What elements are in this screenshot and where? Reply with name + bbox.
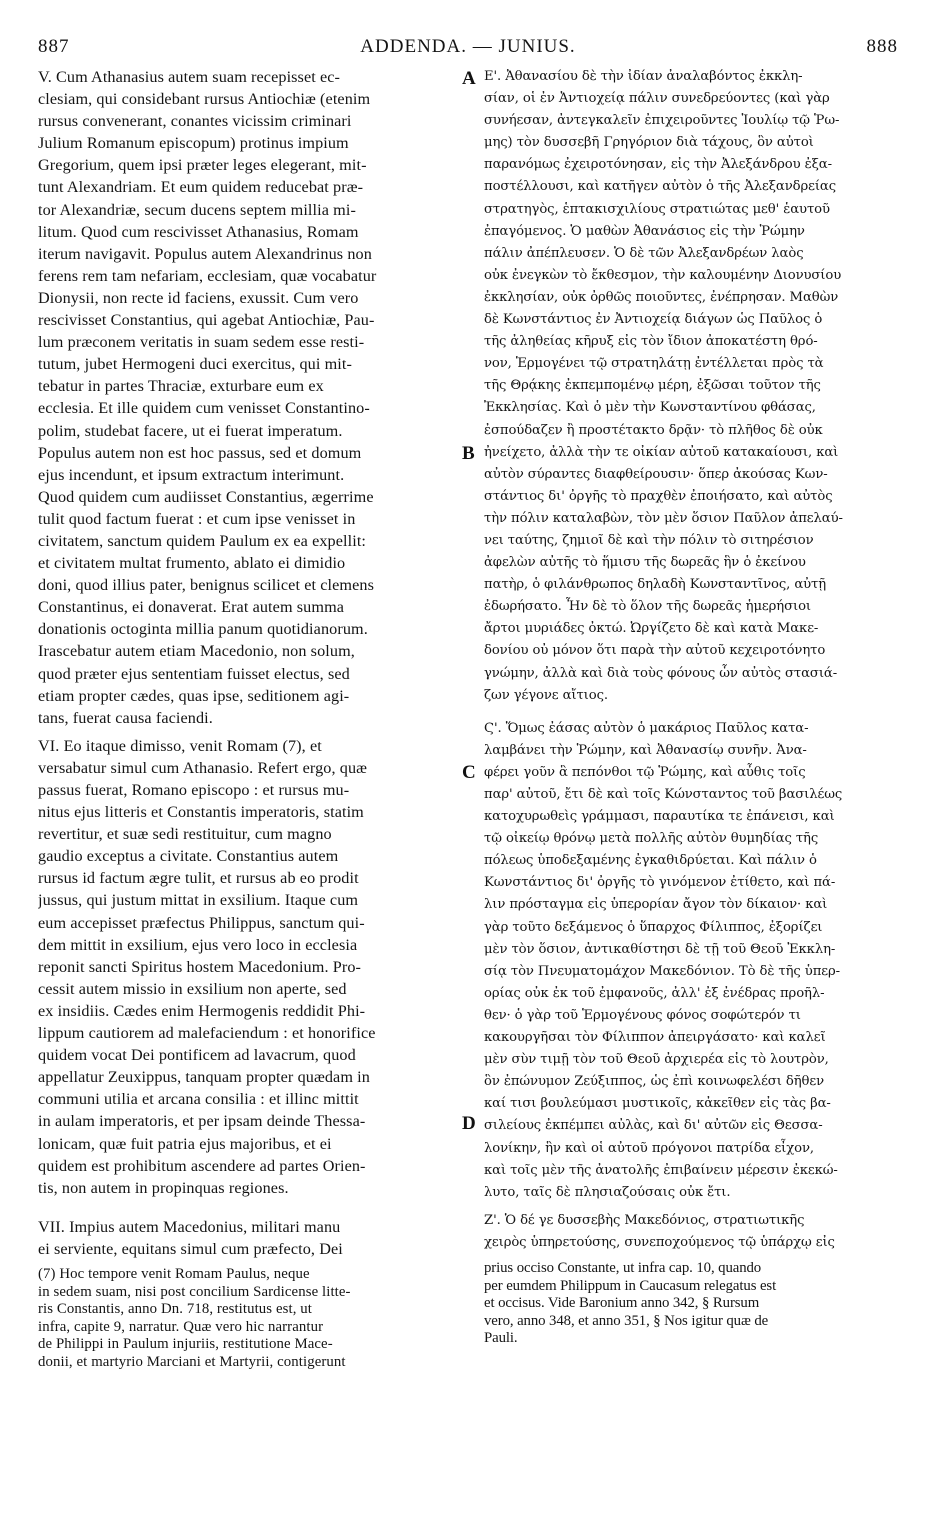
text-line: ἀφελὼν αὐτῆς τὸ ἥμισυ τῆς δωρεᾶς ἣν ὁ ἐκείνου xyxy=(484,555,806,571)
text-line: in aulam imperatoris, et per ipsam deinde Thessa- xyxy=(38,1112,366,1131)
text-line: δὲ Κωνστάντιος ἐν Ἀντιοχείᾳ διάγων ὡς Παῦλος ὁ xyxy=(484,312,823,328)
text-line: infra, capite 9, narratur. Quæ vero hic narrantur xyxy=(38,1318,324,1335)
text-line: τῆς ἀληθείας κῆρυξ εἰς τὸν ἴδιον ἀποκατέστη θρό- xyxy=(484,334,818,350)
text-line: ecclesia. Et ille quidem cum venisset Constantino- xyxy=(38,399,370,418)
text-line: tans, fuerat causa faciendi. xyxy=(38,708,213,727)
text-line: Ε'. Ἀθανασίου δὲ τὴν ἰδίαν ἀναλαβόντος ἐκκλη- xyxy=(484,69,803,84)
text-line: V. Cum Athanasius autem suam recepisset ec- xyxy=(38,68,341,86)
text-line: Constantinus, ei donaverat. Erat autem summa xyxy=(38,598,345,617)
text-line: Ζ'. Ὁ δέ γε δυσσεβὴς Μακεδόνιος, στρατιωτικῆς xyxy=(484,1212,805,1228)
text-line: τῆς Θρᾴκης ἐκπεμπομένῳ μέρη, ἐξῶσαι τοῦτον τῆς xyxy=(484,378,821,394)
text-line: passus fuerat, Romano episcopo : et rursus mu- xyxy=(38,781,350,799)
text-line: χειρὸς ὑπηρετούσης, συνεποχούμενος τῷ ὑπάρχῳ εἰς xyxy=(484,1234,835,1250)
text-line: jussus, qui justum mittat in exsilium. Itaque cum xyxy=(38,891,359,910)
text-line: Dionysii, non recte id faciens, exussit. Cum vero xyxy=(38,288,359,307)
greek-paragraph-z xyxy=(484,1210,898,1254)
text-line: θεν· ὁ γὰρ τοῦ Ἑρμογένους φόνος σοφώτερόν τι xyxy=(484,1007,801,1023)
text-line: λονίκην, ἣν καὶ οἱ αὐτοῦ πρόγονοι πατρίδα εἶχον, xyxy=(484,1140,814,1156)
text-line: κατοχυρωθεὶς γράμμασι, παραυτίκα τε ἐπάνεισι, καὶ xyxy=(484,809,835,825)
text-line: revertitur, et suæ sedi restituitur, cum magno xyxy=(38,825,332,844)
page-number-right: 888 xyxy=(866,36,898,57)
text-line: etiam propter cædes, quas ipse, seditionem agi- xyxy=(38,686,350,705)
running-header xyxy=(38,36,898,62)
greek-column xyxy=(484,66,898,1348)
text-line: Ϛ'. Ὅμως ἐάσας αὐτὸν ὁ μακάριος Παῦλος κατα- xyxy=(484,720,809,736)
text-line: Quod quidem cum audiisset Constantius, ægerrime xyxy=(38,487,374,506)
text-line: versabatur simul cum Athanasio. Refert ergo, quæ xyxy=(38,758,368,777)
text-line: κακουργῆσαι τὸν Φίλιππον ἀπειργάσατο· καὶ καλεῖ xyxy=(484,1030,826,1046)
text-line: στρατηγὸς, ἑπτακισχιλίους στρατιώτας μεθ' ἑαυτοῦ xyxy=(484,201,830,217)
text-line: καὶ τοῖς μὲν τῆς ἀνατολῆς ἐπιβαίνειν μέρεσιν ἐκεκώ- xyxy=(484,1162,838,1178)
text-line: dem mittit in exsilium, ejus vero loco in ecclesia xyxy=(38,935,358,954)
text-line: rursus id factum ægre tulit, et rursus ab eo prodit xyxy=(38,869,359,888)
text-line: καί τισι βουλεύμασι μυστικοῖς, κἀκεῖθεν εἰς τὰς βα- xyxy=(484,1096,831,1112)
text-line: ὃν ἐπώνυμον Ζεύξιππος, ὡς ἐπὶ κοινωφελέσι δῆθεν xyxy=(484,1074,824,1090)
text-line: Κωνστάντιος δι' ὀργῆς τὸ γινόμενον ἐτίθετο, καὶ πά- xyxy=(484,875,836,891)
margin-marker-a: A xyxy=(462,68,476,89)
text-line: τῷ οἰκείῳ θρόνῳ μετὰ πολλῆς αὐτὸν θυμηδίας τῆς xyxy=(484,831,819,847)
text-line: prius occiso Constante, ut infra cap. 10, quando xyxy=(484,1259,762,1276)
text-line: tutum, jubet Hermogeni duci exercitus, qui mit- xyxy=(38,355,352,374)
text-line: σίαν, οἱ ἐν Ἀντιοχείᾳ πάλιν συνεδρεύοντες (καὶ γὰρ xyxy=(484,91,830,107)
text-line: ποστέλλουσι, καὶ κατῆγεν αὐτὸν ὁ τῆς Ἀλεξανδρείας xyxy=(484,179,837,195)
text-line: quidem est prohibitum ascendere ad partes Orien- xyxy=(38,1156,366,1175)
text-line: λιν πρόσταγμα εἰς ὑπερορίαν ἄγον τὸν δίκαιον· καὶ xyxy=(484,897,828,913)
text-line: donationis octoginta millia panum quotidianorum. xyxy=(38,620,368,639)
text-line: tunt Alexandriam. Et eum quidem reducebat præ- xyxy=(38,178,364,197)
text-line: ἐκκλησίαν, οὐκ ὀρθῶς ποιοῦντες, ἐνέπρησαν. Μαθὼν xyxy=(484,289,839,305)
text-line: μὲν τὸν ὅσιον, ἀντικαθίστησι δὲ τῇ τοῦ Θεοῦ Ἐκκλη- xyxy=(484,941,836,957)
text-line: donii, et martyrio Marciani et Martyrii, contigerunt xyxy=(38,1353,346,1370)
text-line: rursus convenerant, conantes vicissim criminari xyxy=(38,112,352,131)
text-line: σίᾳ τὸν Πνευματομάχον Μακεδόνιον. Τὸ δὲ τῆς ὑπερ- xyxy=(484,963,841,979)
margin-marker-c: C xyxy=(462,762,476,783)
margin-marker-b: B xyxy=(462,443,475,464)
text-line: πατὴρ, ὁ φιλάνθρωπος δηλαδὴ Κωνσταντῖνος, αὐτῇ xyxy=(484,577,827,593)
text-line: ex insidiis. Cædes enim Hermogenis reddidit Phi- xyxy=(38,1001,366,1020)
text-line: ferens rem tam nefariam, ecclesiam, quæ vocabatur xyxy=(38,266,377,285)
text-line: (7) Hoc tempore venit Romam Paulus, neque xyxy=(38,1265,310,1282)
text-line: συνήεσαν, ἀντεγκαλεῖν ἐπιχειροῦντες Ἰουλίῳ τῷ Ῥω- xyxy=(484,113,840,129)
text-line: Populus autem non est hoc passus, sed et domum xyxy=(38,443,362,462)
text-line: οὐκ ἐνεγκὼν τὸ ἔκθεσμον, τὴν καλουμένην Διονυσίου xyxy=(484,267,842,283)
text-line: παρανόμως ἐχειροτόνησαν, εἰς τὴν Ἀλεξάνδρου ἐξα- xyxy=(484,157,832,173)
text-line: πόλεως ὑποδεξαμένης ἐγκαθιδρύεται. Καὶ πάλιν ὁ xyxy=(484,853,817,869)
text-line: πάλιν ἀπέπλευσεν. Ὁ δὲ τῶν Ἀλεξανδρέων λαὸς xyxy=(484,245,804,261)
text-line: reponit sancti Spiritus hostem Macedonium. Pro- xyxy=(38,957,362,976)
margin-marker-d: D xyxy=(462,1113,476,1134)
text-line: communi utilia et arcana consilia : et illinc mittit xyxy=(38,1090,359,1109)
text-line: litum. Quod cum rescivisset Athanasius, Romam xyxy=(38,222,359,241)
text-line: λαμβάνει τὴν Ῥώμην, καὶ Ἀθανασίῳ συνῆν. Ἀνα- xyxy=(484,742,807,758)
text-line: tis, non autem in propinquas regiones. xyxy=(38,1178,289,1197)
text-line: Ἐκκλησίας. Καὶ ὁ μὲν τὴν Κωνσταντίνου φθάσας, xyxy=(484,400,816,416)
text-line: lippum cautiorem ad malefaciendum : et honorifice xyxy=(38,1024,376,1043)
text-line: de Philippi in Paulum injuriis, restitutione Mace- xyxy=(38,1336,333,1353)
text-line: iterum navigavit. Populus autem Alexandrinus non xyxy=(38,244,372,263)
text-line: VI. Eo itaque dimisso, venit Romam (7), et xyxy=(38,736,322,755)
text-line: nitus ejus litteris et Constantis imperatoris, statim xyxy=(38,803,364,822)
text-line: Irascebatur autem etiam Macedonio, non solum, xyxy=(38,642,355,661)
text-line: polim, studebat facere, ut ei fuerat imperatum. xyxy=(38,421,343,440)
text-line: quidem vocat Dei pontificem ad lavacrum, quod xyxy=(38,1046,356,1065)
text-line: γὰρ τοῦτο δεξάμενος ὁ ὕπαρχος Φίλιππος, ἐξορίζει xyxy=(484,919,823,935)
text-line: clesiam, qui considebant rursus Antiochiæ (etenim xyxy=(38,90,371,109)
text-line: παρ' αὐτοῦ, ἔτι δὲ καὶ τοῖς Κώνσταντος τοῦ βασιλέως xyxy=(484,787,843,802)
text-line: μὲν σὺν τιμῇ τὸν τοῦ Θεοῦ ἀρχιερέα εἰς τὸ λουτρὸν, xyxy=(484,1052,829,1068)
text-line: per eumdem Philippum in Caucasum relegatus est xyxy=(484,1277,777,1294)
text-line: ζων γέγονε αἴτιος. xyxy=(484,687,608,703)
text-line: τὴν πόλιν καταλαβὼν, τὸν μὲν ὅσιον Παῦλον ἀπελαύ- xyxy=(484,510,843,526)
text-line: Gregorium, quem ipsi præter leges elegerant, mit- xyxy=(38,156,367,175)
text-line: lonicam, quæ fuit patria ejus majoribus, et ei xyxy=(38,1134,332,1153)
latin-footnote xyxy=(38,1266,456,1372)
text-line: νον, Ἑρμογένει τῷ στρατηλάτῃ ἐντέλλεται πρὸς τὰ xyxy=(484,356,824,372)
text-line: σιλείους ἐκπέμπει αὐλὰς, καὶ δι' αὐτῶν εἰς Θεσσα- xyxy=(484,1118,823,1134)
text-line: tor Alexandriæ, secum ducens septem millia mi- xyxy=(38,200,356,219)
text-line: et civitatem multat frumento, ablato ei dimidio xyxy=(38,554,346,573)
text-line: vero, anno 348, et anno 351, § Nos igitur quæ de xyxy=(484,1312,769,1329)
text-line: ἠνείχετο, ἀλλὰ τὴν τε οἰκίαν αὐτοῦ κατακαίουσι, καὶ xyxy=(484,444,839,460)
text-line: στάντιος δι' ὀργῆς τὸ πραχθὲν ἐποιήσατο, καὶ αὐτὸς xyxy=(484,488,833,504)
text-line: μης) τὸν δυσσεβῆ Γρηγόριον διὰ τάχους, ὃν αὐτοὶ xyxy=(484,135,814,151)
text-line: ἐδωρήσατο. Ἦν δὲ τὸ ὅλον τῆς δωρεᾶς ἡμερήσιοι xyxy=(484,599,811,615)
latin-paragraph-vii xyxy=(38,1216,456,1260)
text-line: quod præter ejus sententiam fuisset electus, sed xyxy=(38,664,350,683)
text-line: δονίου οὐ μόνον ὅτι παρὰ τὴν αὐτοῦ κεχειροτόνητο xyxy=(484,643,826,659)
text-line: φέρει γοῦν ἃ πεπόνθοι τῷ Ῥώμης, καὶ αὖθις τοῖς xyxy=(484,764,806,780)
page-number-left: 887 xyxy=(38,36,70,57)
text-line: civitatem, sanctum quidem Paulum ex ea expellit: xyxy=(38,531,367,550)
text-line: cessit autem missio in exsilium non aperte, sed xyxy=(38,979,347,998)
latin-paragraph-v xyxy=(38,66,456,729)
text-line: ἐπαγόμενος. Ὁ μαθὼν Ἀθανάσιος εἰς τὴν Ῥώμην xyxy=(484,223,805,239)
text-line: in sedem suam, nisi post concilium Sardicense litte- xyxy=(38,1283,351,1300)
text-line: Pauli. xyxy=(484,1330,518,1347)
text-line: VII. Impius autem Macedonius, militari manu xyxy=(38,1217,341,1236)
text-line: tulit quod factum fuerat : et cum ipse venisset in xyxy=(38,509,356,528)
greek-paragraph-e xyxy=(484,66,898,707)
text-line: doni, quod illius pater, benignus scilicet et clemens xyxy=(38,576,374,595)
text-line: ορίας οὐκ ἐκ τοῦ ἐμφανοῦς, ἀλλ' ἐξ ἐνέδρας προῆλ- xyxy=(484,985,825,1001)
text-line: lum præconem veritatis in suam sedem esse resti- xyxy=(38,333,365,352)
text-line: ἄρτοι μυριάδες ὀκτώ. Ὠργίζετο δὲ καὶ κατὰ Μακε- xyxy=(484,621,819,637)
text-line: νει ταύτης, ζημιοῖ δὲ καὶ τὴν πόλιν τὸ σιτηρέσιον xyxy=(484,532,814,548)
text-line: appellatur Zeuxippus, tanquam propter quædam in xyxy=(38,1068,370,1087)
text-line: et occisus. Vide Baronium anno 342, § Rursum xyxy=(484,1295,760,1312)
text-line: ejus incendunt, et ipsum extractum interimunt. xyxy=(38,465,345,484)
text-line: eum accepisset præfectus Philippus, sanctum qui- xyxy=(38,913,365,932)
text-line: λυτο, ταῖς δὲ πλησιαζούσαις οὐκ ἔτι. xyxy=(484,1184,731,1200)
greek-paragraph-s xyxy=(484,718,898,1204)
text-line: ei serviente, equitans simul cum præfecto, Dei xyxy=(38,1239,343,1258)
text-line: γνώμην, ἀλλὰ καὶ διὰ τοὺς φόνους ὧν αὐτὸς στασιά- xyxy=(484,665,838,681)
footnote-continuation xyxy=(484,1260,898,1348)
running-title: ADDENDA. — JUNIUS. xyxy=(360,36,576,57)
latin-paragraph-vi xyxy=(38,735,456,1199)
text-line: αὐτὸν σύραντες διαφθείρουσιν· ὅπερ ἀκούσας Κων- xyxy=(484,466,828,482)
text-line: tebatur in partes Thraciæ, exturbare eum ex xyxy=(38,377,324,396)
text-line: Julium Romanum episcopum) protinus impium xyxy=(38,134,349,153)
text-line: gaudio exceptus a civitate. Constantius autem xyxy=(38,847,339,866)
text-line: rescivisset Constantius, qui agebat Antiochiæ, Pau- xyxy=(38,311,375,330)
text-line: ἐσπούδαζεν ἢ προστέτακτο δρᾷν· τὸ πλῆθος δὲ οὐκ xyxy=(484,422,823,438)
latin-column xyxy=(38,66,456,1372)
text-line: ris Constantis, anno Dn. 718, restitutus est, ut xyxy=(38,1301,313,1318)
